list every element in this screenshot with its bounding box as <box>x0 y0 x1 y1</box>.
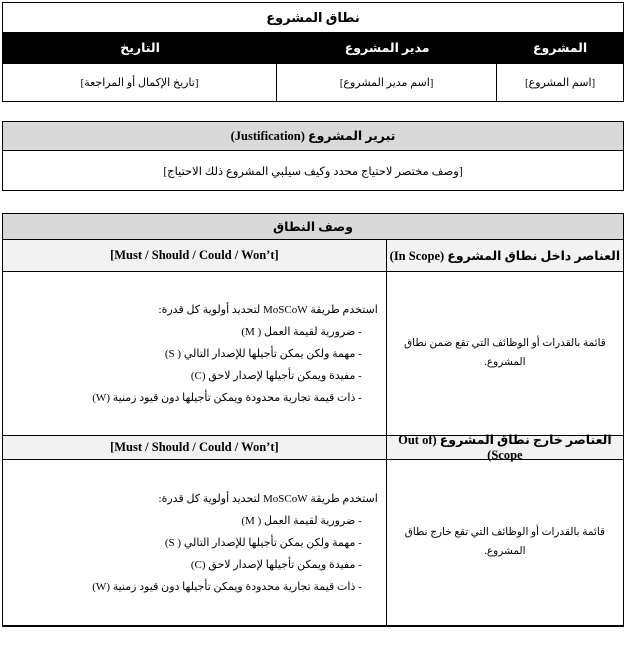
scope-description-table <box>2 213 624 627</box>
moscow-item-wont: - ذات قيمة تجارية محدودة ويمكن تأجيلها دون قيود زمنية (W) <box>92 391 362 404</box>
moscow-item-wont: - ذات قيمة تجارية محدودة ويمكن تأجيلها دون قيود زمنية (W) <box>92 580 362 593</box>
out-of-scope-header: العناصر خارج نطاق المشروع (Out of Scope) <box>398 433 612 462</box>
out-of-scope-subheader-row <box>3 433 623 462</box>
scope-table-title: نطاق المشروع <box>266 9 360 25</box>
justification-table <box>2 121 624 191</box>
moscow-item-must: - ضرورية لقيمة العمل ( M) <box>241 514 362 527</box>
moscow-item-could: - مفيدة ويمكن تأجيلها لإصدار لاحق (C) <box>190 369 362 382</box>
header-date: التاريخ <box>120 41 160 55</box>
moscow-item-should: - مهمة ولكن يمكن تأجيلها للإصدار التالي ( S) <box>164 536 362 549</box>
moscow-cell-in-scope[interactable] <box>3 272 387 435</box>
in-scope-content-row <box>3 271 623 435</box>
date-field[interactable]: [تاريخ الإكمال أو المراجعة] <box>3 64 277 101</box>
justification-body-field[interactable]: [وصف مختصر لاحتياج محدد وكيف سيلبي المشروع ذلك الاحتياج] <box>3 150 623 190</box>
in-scope-subheader-row <box>3 239 623 271</box>
scope-description-title: وصف النطاق <box>3 214 623 239</box>
out-of-scope-content-row <box>3 459 623 625</box>
moscow-item-should: - مهمة ولكن يمكن تأجيلها للإصدار التالي ( S) <box>164 347 362 360</box>
header-project: المشروع <box>532 41 588 55</box>
header-project-manager: مدير المشروع <box>344 41 430 55</box>
moscow-intro: استخدم طريقة MoSCoW لتحديد أولوية كل قدرة: <box>158 492 378 505</box>
moscow-header-out-of-scope: [Must / Should / Could / Won’t] <box>3 436 387 459</box>
project-manager-field[interactable]: [اسم مدير المشروع] <box>277 64 497 101</box>
in-scope-header: العناصر داخل نطاق المشروع (In Scope) <box>389 248 621 263</box>
moscow-cell-out-of-scope[interactable] <box>3 460 387 625</box>
out-of-scope-body-field[interactable]: قائمة بالقدرات أو الوظائف التي تقع خارج نطاق المشروع. <box>404 526 606 557</box>
scope-header-table <box>2 2 624 102</box>
scope-table-header-row <box>3 32 623 63</box>
moscow-item-could: - مفيدة ويمكن تأجيلها لإصدار لاحق (C) <box>190 558 362 571</box>
in-scope-body-field[interactable]: قائمة بالقدرات أو الوظائف التي تقع ضمن نطاق المشروع. <box>403 337 606 368</box>
justification-title: تبرير المشروع (Justification) <box>3 122 623 150</box>
scope-table-value-row <box>3 63 623 101</box>
moscow-item-must: - ضرورية لقيمة العمل ( M) <box>241 325 362 338</box>
moscow-header-in-scope: [Must / Should / Could / Won’t] <box>3 240 387 271</box>
moscow-intro: استخدم طريقة MoSCoW لتحديد أولوية كل قدرة: <box>158 303 378 316</box>
project-name-field[interactable]: [اسم المشروع] <box>524 77 596 89</box>
